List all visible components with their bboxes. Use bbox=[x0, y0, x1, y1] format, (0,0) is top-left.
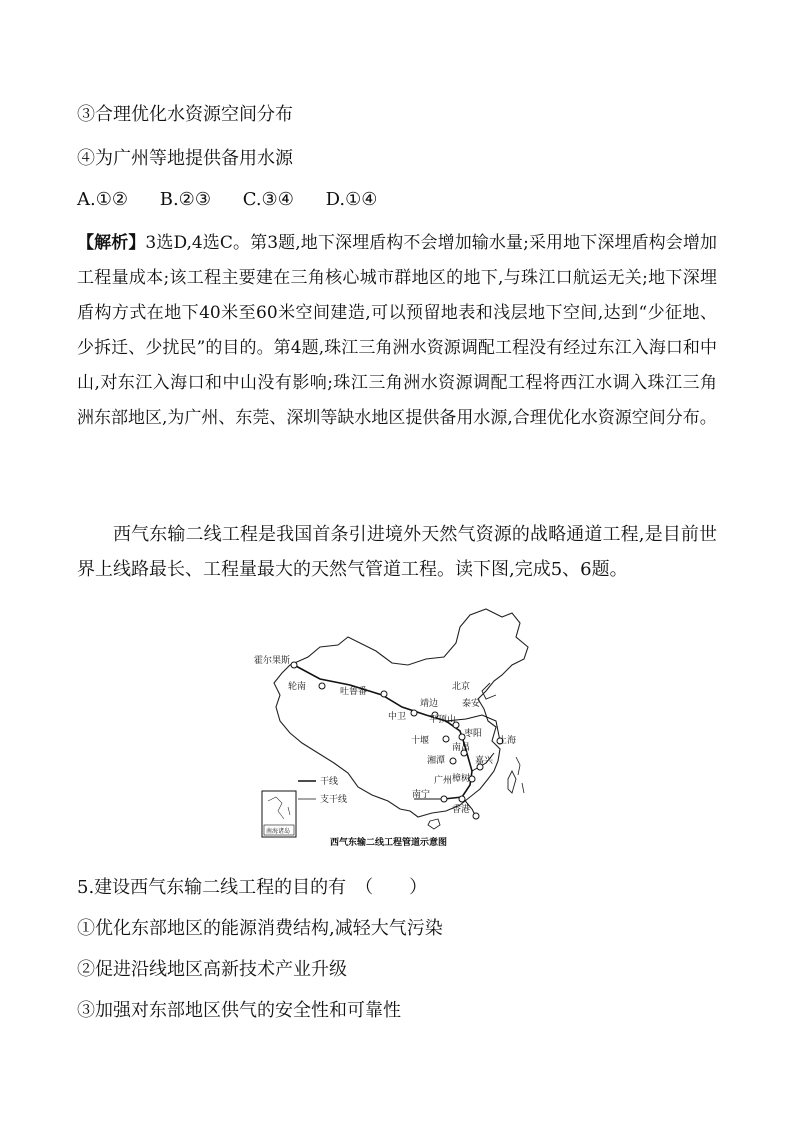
legend-branch-label: 支干线 bbox=[320, 795, 348, 805]
analysis-tag: 【解析】 bbox=[77, 233, 146, 253]
label-xiangtan: 湘潭 bbox=[427, 756, 446, 766]
label-luntai: 轮南 bbox=[288, 682, 307, 692]
inset-label: 南海诸岛 bbox=[266, 828, 291, 835]
label-taian: 泰安 bbox=[462, 699, 481, 709]
label-beijing: 北京 bbox=[452, 682, 471, 692]
map-svg bbox=[250, 603, 540, 851]
choice-b: B.②③ bbox=[159, 189, 211, 210]
label-horgos: 霍尔果斯 bbox=[254, 656, 291, 666]
choice-a: A.①② bbox=[77, 189, 128, 210]
label-hongkong: 香港 bbox=[452, 805, 471, 815]
question5-option1: ①优化东部地区的能源消费结构,减轻大气污染 bbox=[77, 918, 443, 939]
label-shanghai: 上海 bbox=[498, 736, 517, 746]
question5-option2: ②促进沿线地区高新技术产业升级 bbox=[77, 959, 347, 980]
inset-islands bbox=[268, 797, 290, 819]
legend-main-label: 干线 bbox=[320, 777, 339, 787]
label-shiyan: 十堰 bbox=[411, 736, 430, 746]
answer-choices bbox=[77, 189, 403, 211]
map-title: 西气东输二线工程管道示意图 bbox=[330, 838, 448, 848]
taiwan-outline bbox=[508, 771, 516, 793]
intro-paragraph: 西气东输二线工程是我国首条引进境外天然气资源的战略通道工程,是目前世界上线路最长、工程量最大的天然气管道工程。读下图,完成5、6题。 bbox=[77, 524, 717, 580]
question5-option3: ③加强对东部地区供气的安全性和可靠性 bbox=[77, 1000, 401, 1021]
choice-d: D.①④ bbox=[325, 189, 378, 210]
bohai-coast bbox=[482, 683, 496, 699]
label-zhongwei: 中卫 bbox=[388, 712, 407, 722]
label-nanchang: 南昌 bbox=[452, 743, 471, 753]
option-4-water: ④为广州等地提供备用水源 bbox=[77, 148, 293, 169]
option-3-water: ③合理优化水资源空间分布 bbox=[77, 104, 293, 125]
east-islands bbox=[516, 757, 524, 793]
hainan-outline bbox=[428, 819, 440, 829]
label-guangzhou: 广州 bbox=[434, 776, 453, 786]
label-zaoyang: 枣阳 bbox=[464, 729, 483, 739]
label-nanning: 南宁 bbox=[412, 790, 431, 800]
question5-stem: 5.建设西气东输二线工程的目的有 （ ） bbox=[77, 877, 428, 898]
analysis-text: 3选D,4选C。第3题,地下深埋盾构不会增加输水量;采用地下深埋盾构会增加工程量成本;该工程主要建在三角核心城市群地区的地下,与珠江口航运无关;地下深埋盾构方式在地下40米至60米空间建造,可以预留地表和浅层地下空间,达到“少征地、少拆迁、少扰民”的目的。第4题,珠江三角洲水资源调配工程没有经过东江入海口和中山,对东江入海口和中山没有影响;珠江三角洲水资源调配工程将西江水调入珠江三角洲东部地区,为广州、东莞、深圳等缺水地区提供备用水源,合理优化水资源空间分布。 bbox=[77, 233, 717, 428]
label-turpan: 吐鲁番 bbox=[340, 687, 368, 697]
analysis-paragraph bbox=[77, 226, 717, 436]
pipeline-map bbox=[250, 603, 540, 851]
label-jiaxing: 嘉兴 bbox=[475, 756, 494, 766]
label-pingdingshan: 平顶山 bbox=[429, 715, 457, 725]
choice-c: C.③④ bbox=[242, 189, 294, 210]
label-zhangshu: 樟树 bbox=[452, 774, 471, 784]
label-jingbian: 靖边 bbox=[420, 699, 439, 709]
